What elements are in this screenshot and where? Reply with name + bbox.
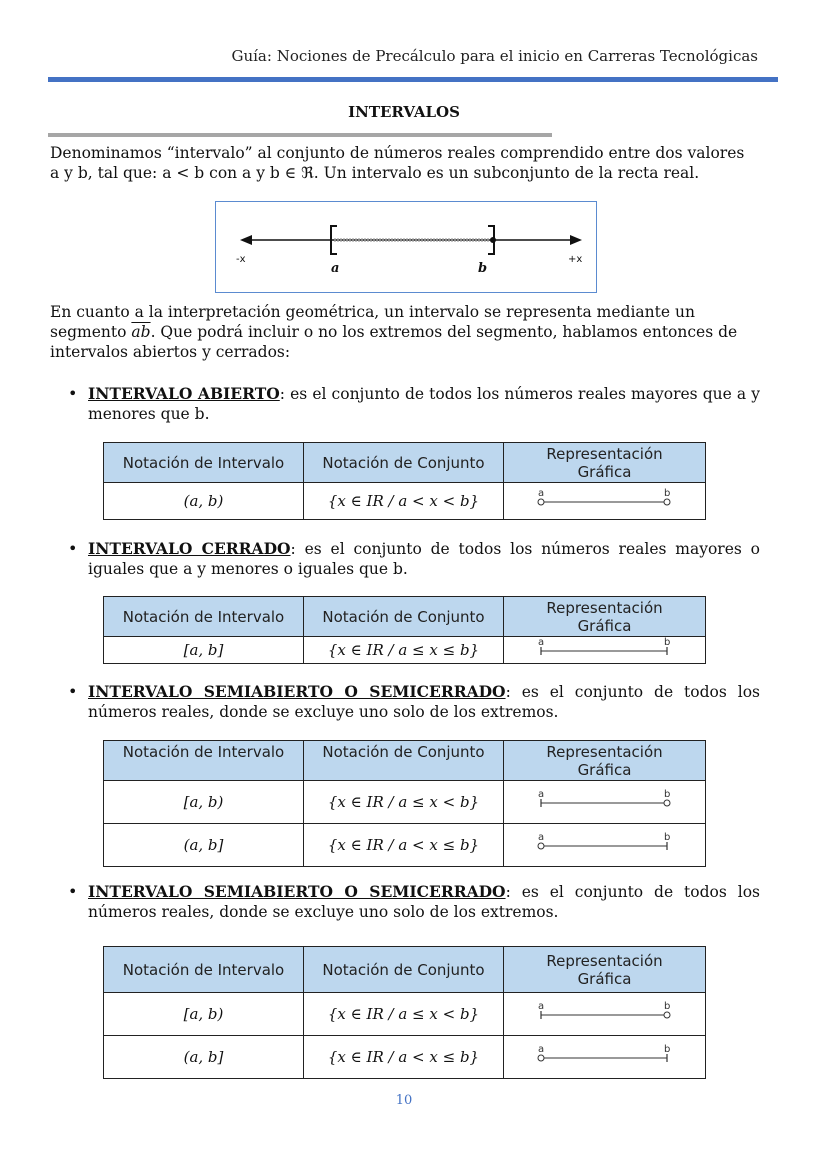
set-notation-cell: {x ∈ IR / a ≤ x < b} [304, 993, 504, 1036]
interval-graph [505, 824, 705, 862]
a-label: a [331, 261, 340, 276]
table-header-row [104, 947, 706, 993]
graph-label-b: b [663, 1001, 670, 1012]
left-open-endpoint [538, 843, 544, 849]
interval-notation-cell: (a, b] [104, 824, 304, 867]
left-arrow-icon [240, 235, 252, 245]
table-row [104, 637, 706, 664]
bullet-text: : es el conjunto de todos los números reales, donde se excluye uno solo de los extremos. [88, 683, 760, 721]
interval-notation-cell: [a, b] [104, 637, 304, 664]
bullet-dot: • [68, 682, 78, 701]
interval-graph [505, 1036, 705, 1074]
graph-cell [504, 781, 706, 824]
table-open [103, 442, 706, 520]
bullet-open [68, 384, 761, 424]
bullet-text: : es el conjunto de todos los números reales mayores que a y menores que b. [88, 385, 761, 423]
intro-line-1: Denominamos “intervalo” al conjunto de números reales comprendido entre dos valores [50, 144, 745, 162]
right-arrow-icon [570, 235, 582, 245]
graph-cell [504, 637, 706, 664]
set-notation-cell: {x ∈ IR / a < x < b} [304, 483, 504, 520]
col-interval-header: Notación de Intervalo [104, 947, 304, 993]
graph-label-a: a [537, 1001, 544, 1012]
bullet-heading: INTERVALO CERRADO [88, 539, 291, 558]
bullet-dot: • [68, 882, 78, 901]
table-row [104, 824, 706, 867]
graph-label-a: a [537, 1044, 544, 1055]
bullet-heading: INTERVALO ABIERTO [88, 384, 280, 403]
bullet-half-open-1 [68, 682, 760, 722]
header-rule [48, 77, 778, 82]
col-graph-header [504, 947, 706, 993]
interval-notation-cell: (a, b) [104, 483, 304, 520]
geometric-line-1: En cuanto a la interpretación geométrica, un intervalo se representa mediante un [50, 303, 695, 321]
running-header: Guía: Nociones de Precálculo para el inicio en Carreras Tecnológicas [231, 47, 758, 65]
graph-label-b: b [663, 789, 670, 800]
col-set-header: Notación de Conjunto [304, 443, 504, 483]
title-rule [48, 133, 552, 137]
graph-label-b: b [663, 637, 670, 648]
page-number: 10 [395, 1093, 413, 1108]
geometric-line-2-post: . Que podrá incluir o no los extremos del segmento, hablamos entonces de [150, 323, 738, 341]
intro-line-2: a y b, tal que: a < b con a y b ∈ ℜ. Un intervalo es un subconjunto de la recta real. [50, 164, 700, 182]
graph-label-b: b [663, 488, 670, 499]
col-graph-header-line-2: Gráfica [577, 616, 632, 635]
graph-label-b: b [663, 1044, 670, 1055]
set-notation-cell: {x ∈ IR / a ≤ x ≤ b} [304, 637, 504, 664]
col-set-header: Notación de Conjunto [304, 597, 504, 637]
section-title: INTERVALOS [348, 103, 460, 121]
table-row [104, 781, 706, 824]
bullet-dot: • [68, 539, 78, 558]
interval-graph [505, 993, 705, 1031]
graph-label-a: a [537, 637, 544, 648]
graph-label-b: b [663, 832, 670, 843]
col-graph-header-line-1: Representación [546, 598, 663, 617]
col-graph-header-line-2: Gráfica [577, 760, 632, 779]
interval-graph [505, 637, 705, 659]
right-open-endpoint [664, 499, 670, 505]
bullet-heading: INTERVALO SEMIABIERTO O SEMICERRADO [88, 682, 506, 701]
col-graph-header [504, 597, 706, 637]
col-interval-header: Notación de Intervalo [104, 741, 304, 781]
table-half-open-1 [103, 740, 706, 867]
col-graph-header [504, 443, 706, 483]
geometric-line-2-pre: segmento [50, 323, 132, 341]
right-open-endpoint [664, 1012, 670, 1018]
col-graph-header [504, 741, 706, 781]
interval-notation-cell: (a, b] [104, 1036, 304, 1079]
graph-label-a: a [537, 488, 544, 499]
col-graph-header-line-1: Representación [546, 444, 663, 463]
col-set-header: Notación de Conjunto [304, 947, 504, 993]
table-header-row [104, 741, 706, 781]
set-notation-cell: {x ∈ IR / a < x ≤ b} [304, 1036, 504, 1079]
segment-ab: $\overline{ab}$ [131, 323, 151, 341]
interval-graph [505, 483, 705, 515]
graph-cell [504, 1036, 706, 1079]
table-header-row [104, 443, 706, 483]
interval-graph [505, 781, 705, 819]
table-row [104, 1036, 706, 1079]
left-open-endpoint [538, 1055, 544, 1061]
col-graph-header-line-2: Gráfica [577, 462, 632, 481]
bullet-closed [68, 539, 760, 579]
geometric-line-2 [50, 322, 760, 342]
interval-notation-cell: [a, b) [104, 993, 304, 1036]
interval-notation-cell: [a, b) [104, 781, 304, 824]
col-set-header: Notación de Conjunto [304, 741, 504, 781]
geometric-paragraph [50, 302, 760, 362]
right-endpoint-dot [490, 237, 496, 243]
graph-cell [504, 993, 706, 1036]
col-interval-header: Notación de Intervalo [104, 597, 304, 637]
left-open-endpoint [538, 499, 544, 505]
graph-cell [504, 824, 706, 867]
table-header-row [104, 597, 706, 637]
table-row [104, 993, 706, 1036]
pos-x-label: +x [568, 254, 583, 265]
table-row [104, 483, 706, 520]
set-notation-cell: {x ∈ IR / a < x ≤ b} [304, 824, 504, 867]
number-line-svg [216, 202, 596, 292]
right-open-endpoint [664, 800, 670, 806]
col-graph-header-line-1: Representación [546, 742, 663, 761]
bullet-half-open-2 [68, 882, 760, 922]
table-closed [103, 596, 706, 664]
graph-cell [504, 483, 706, 520]
number-line-figure [215, 201, 597, 293]
graph-label-a: a [537, 789, 544, 800]
intro-paragraph [50, 143, 760, 183]
table-half-open-2 [103, 946, 706, 1079]
bullet-heading: INTERVALO SEMIABIERTO O SEMICERRADO [88, 882, 506, 901]
geometric-line-3: intervalos abiertos y cerrados: [50, 343, 291, 361]
col-graph-header-line-1: Representación [546, 951, 663, 970]
set-notation-cell: {x ∈ IR / a ≤ x < b} [304, 781, 504, 824]
b-label: b [478, 261, 488, 276]
bullet-dot: • [68, 384, 78, 403]
graph-label-a: a [537, 832, 544, 843]
bullet-text: : es el conjunto de todos los números reales, donde se excluye uno solo de los extremos. [88, 883, 760, 921]
bullet-text: : es el conjunto de todos los números reales mayores o iguales que a y menores o iguales que b. [88, 540, 760, 578]
neg-x-label: -x [236, 254, 246, 265]
col-graph-header-line-2: Gráfica [577, 969, 632, 988]
col-interval-header: Notación de Intervalo [104, 443, 304, 483]
